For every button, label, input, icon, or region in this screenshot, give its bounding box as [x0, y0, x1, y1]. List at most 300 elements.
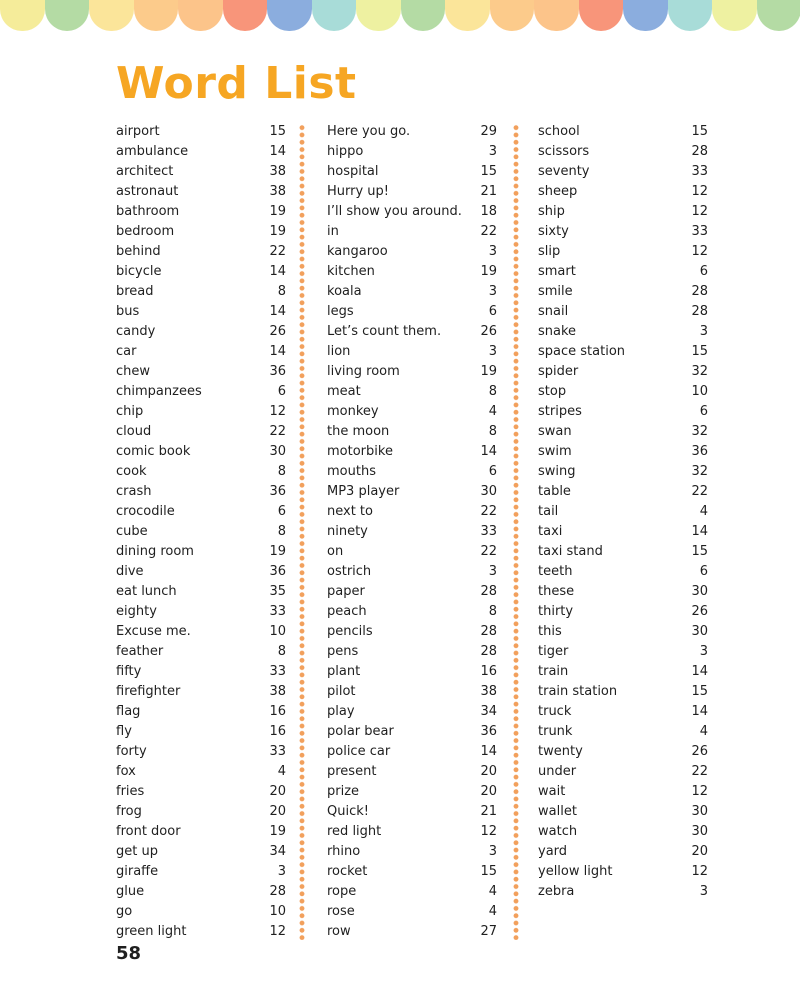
word-entry	[327, 142, 497, 162]
word-text: table	[538, 484, 571, 499]
word-text: chew	[116, 364, 151, 379]
word-entry	[538, 562, 708, 582]
page-reference: 6	[699, 564, 708, 579]
word-entry	[327, 682, 497, 702]
word-text: smile	[538, 284, 573, 299]
page-reference: 6	[488, 304, 497, 319]
word-text: firefighter	[116, 684, 181, 699]
word-text: cloud	[116, 424, 152, 439]
page-reference: 36	[269, 564, 286, 579]
word-text: ostrich	[327, 564, 372, 579]
page-reference: 4	[277, 764, 286, 779]
page-reference: 3	[488, 844, 497, 859]
word-entry	[538, 482, 708, 502]
scallop-shape	[267, 0, 312, 31]
word-entry	[327, 622, 497, 642]
word-entry	[116, 182, 286, 202]
page-reference: 19	[269, 824, 286, 839]
page-reference: 4	[488, 404, 497, 419]
word-text: cube	[116, 524, 148, 539]
word-entry	[538, 142, 708, 162]
word-entry	[327, 342, 497, 362]
page-reference: 3	[699, 324, 708, 339]
word-text: eat lunch	[116, 584, 177, 599]
word-entry	[327, 442, 497, 462]
page-reference: 3	[488, 344, 497, 359]
page-reference: 33	[691, 164, 708, 179]
word-entry	[327, 662, 497, 682]
word-text: bus	[116, 304, 140, 319]
word-entry	[538, 842, 708, 862]
page-reference: 12	[691, 244, 708, 259]
word-entry	[116, 702, 286, 722]
page-reference: 16	[269, 724, 286, 739]
word-entry	[116, 482, 286, 502]
word-text: fox	[116, 764, 136, 779]
page-reference: 6	[277, 384, 286, 399]
word-entry	[327, 262, 497, 282]
page-reference: 27	[480, 924, 497, 939]
word-entry	[538, 422, 708, 442]
page-reference: 3	[699, 644, 708, 659]
word-entry	[327, 562, 497, 582]
word-text: koala	[327, 284, 362, 299]
page-reference: 3	[277, 864, 286, 879]
page-reference: 6	[488, 464, 497, 479]
scallop-shape	[534, 0, 579, 31]
word-text: train station	[538, 684, 618, 699]
page-reference: 3	[488, 144, 497, 159]
page-reference: 26	[480, 324, 497, 339]
page-reference: 10	[269, 624, 286, 639]
page-reference: 20	[269, 804, 286, 819]
word-entry	[116, 442, 286, 462]
page-reference: 33	[269, 744, 286, 759]
word-entry	[327, 462, 497, 482]
word-entry	[538, 462, 708, 482]
word-entry	[327, 402, 497, 422]
word-text: candy	[116, 324, 156, 339]
page-reference: 14	[480, 744, 497, 759]
word-entry	[327, 502, 497, 522]
word-entry	[327, 582, 497, 602]
word-text: police car	[327, 744, 391, 759]
word-text: peach	[327, 604, 367, 619]
word-entry	[116, 642, 286, 662]
page-reference: 6	[699, 264, 708, 279]
word-text: snail	[538, 304, 569, 319]
scallop-shape	[579, 0, 624, 31]
page-reference: 26	[269, 324, 286, 339]
page-reference: 30	[480, 484, 497, 499]
page-reference: 38	[269, 164, 286, 179]
page-reference: 8	[488, 604, 497, 619]
word-text: snake	[538, 324, 577, 339]
word-entry	[327, 422, 497, 442]
word-entry	[116, 522, 286, 542]
page-reference: 3	[699, 884, 708, 899]
word-entry	[116, 602, 286, 622]
word-text: next to	[327, 504, 373, 519]
word-text: school	[538, 124, 580, 139]
word-text: airport	[116, 124, 160, 139]
scallop-shape	[0, 0, 45, 31]
word-text: swing	[538, 464, 576, 479]
word-text: rhino	[327, 844, 361, 859]
page-reference: 22	[269, 244, 286, 259]
word-text: plant	[327, 664, 361, 679]
word-entry	[116, 842, 286, 862]
word-text: Let’s count them.	[327, 324, 442, 339]
page-reference: 34	[269, 844, 286, 859]
word-entry	[538, 202, 708, 222]
word-text: fries	[116, 784, 145, 799]
word-text: wallet	[538, 804, 577, 819]
word-text: present	[327, 764, 377, 779]
page-reference: 16	[269, 704, 286, 719]
word-text: Hurry up!	[327, 184, 390, 199]
page-title: Word List	[116, 58, 357, 109]
word-text: prize	[327, 784, 360, 799]
word-text: sixty	[538, 224, 569, 239]
word-entry	[538, 222, 708, 242]
word-text: stripes	[538, 404, 582, 419]
page-reference: 38	[269, 684, 286, 699]
page-reference: 38	[480, 684, 497, 699]
word-text: play	[327, 704, 355, 719]
word-text: hospital	[327, 164, 379, 179]
word-entry	[538, 742, 708, 762]
word-text: comic book	[116, 444, 191, 459]
word-entry	[116, 682, 286, 702]
word-text: fifty	[116, 664, 142, 679]
page-reference: 30	[691, 824, 708, 839]
word-text: cook	[116, 464, 147, 479]
word-text: watch	[538, 824, 578, 839]
word-text: thirty	[538, 604, 574, 619]
word-entry	[327, 922, 497, 942]
word-entry	[116, 922, 286, 942]
page-reference: 22	[691, 484, 708, 499]
word-entry	[327, 222, 497, 242]
page-reference: 33	[269, 604, 286, 619]
page-reference: 16	[480, 664, 497, 679]
word-text: giraffe	[116, 864, 159, 879]
word-entry	[327, 382, 497, 402]
word-entry	[538, 882, 708, 902]
page-reference: 26	[691, 604, 708, 619]
word-text: the moon	[327, 424, 390, 439]
word-entry	[538, 602, 708, 622]
word-text: green light	[116, 924, 187, 939]
word-entry	[538, 782, 708, 802]
word-entry	[116, 362, 286, 382]
page-reference: 15	[269, 124, 286, 139]
page-reference: 8	[277, 644, 286, 659]
scallop-shape	[712, 0, 757, 31]
page-reference: 14	[269, 304, 286, 319]
page-reference: 15	[691, 124, 708, 139]
page-reference: 14	[691, 664, 708, 679]
page-reference: 19	[269, 544, 286, 559]
page-reference: 21	[480, 804, 497, 819]
page-reference: 20	[480, 784, 497, 799]
word-entry	[327, 542, 497, 562]
page-reference: 8	[277, 284, 286, 299]
word-entry	[538, 182, 708, 202]
dotted-divider-2	[513, 124, 519, 940]
page-reference: 22	[269, 424, 286, 439]
word-text: pilot	[327, 684, 356, 699]
word-entry	[327, 122, 497, 142]
word-text: chip	[116, 404, 144, 419]
word-text: flag	[116, 704, 141, 719]
page-reference: 14	[480, 444, 497, 459]
word-column-1	[116, 122, 286, 942]
word-entry	[116, 782, 286, 802]
word-entry	[116, 342, 286, 362]
word-entry	[116, 142, 286, 162]
word-text: front door	[116, 824, 181, 839]
page-reference: 14	[691, 524, 708, 539]
word-text: yard	[538, 844, 568, 859]
scallop-shape	[668, 0, 713, 31]
word-text: behind	[116, 244, 161, 259]
word-text: crocodile	[116, 504, 175, 519]
word-text: car	[116, 344, 137, 359]
word-text: ship	[538, 204, 565, 219]
word-text: row	[327, 924, 351, 939]
page-reference: 28	[269, 884, 286, 899]
page-reference: 36	[269, 364, 286, 379]
page-reference: 30	[691, 584, 708, 599]
word-text: get up	[116, 844, 158, 859]
word-text: Here you go.	[327, 124, 411, 139]
page-number: 58	[116, 943, 142, 964]
word-entry	[327, 742, 497, 762]
word-text: taxi stand	[538, 544, 603, 559]
word-entry	[327, 182, 497, 202]
page-reference: 32	[691, 464, 708, 479]
word-entry	[327, 842, 497, 862]
word-entry	[327, 242, 497, 262]
word-entry	[538, 642, 708, 662]
page-reference: 8	[488, 424, 497, 439]
page-reference: 21	[480, 184, 497, 199]
page-reference: 28	[691, 284, 708, 299]
word-entry	[538, 622, 708, 642]
word-entry	[538, 722, 708, 742]
word-text: astronaut	[116, 184, 179, 199]
page-reference: 10	[691, 384, 708, 399]
word-entry	[116, 882, 286, 902]
word-text: train	[538, 664, 569, 679]
word-entry	[116, 862, 286, 882]
page-reference: 28	[691, 304, 708, 319]
word-text: I’ll show you around.	[327, 204, 462, 219]
word-entry	[538, 822, 708, 842]
word-text: legs	[327, 304, 354, 319]
word-entry	[538, 862, 708, 882]
word-text: meat	[327, 384, 361, 399]
page-reference: 20	[269, 784, 286, 799]
word-entry	[538, 302, 708, 322]
word-entry	[538, 542, 708, 562]
word-entry	[116, 822, 286, 842]
word-entry	[538, 242, 708, 262]
word-text: architect	[116, 164, 174, 179]
page-reference: 15	[691, 344, 708, 359]
word-entry	[116, 322, 286, 342]
word-text: crash	[116, 484, 152, 499]
word-entry	[327, 162, 497, 182]
word-entry	[538, 342, 708, 362]
page-reference: 34	[480, 704, 497, 719]
page-reference: 8	[488, 384, 497, 399]
page-reference: 12	[269, 924, 286, 939]
page-reference: 33	[480, 524, 497, 539]
word-entry	[116, 262, 286, 282]
word-entry	[116, 402, 286, 422]
word-text: zebra	[538, 884, 575, 899]
word-entry	[116, 802, 286, 822]
page-reference: 30	[691, 804, 708, 819]
page-reference: 12	[480, 824, 497, 839]
word-text: go	[116, 904, 133, 919]
word-text: rose	[327, 904, 355, 919]
page-reference: 12	[691, 864, 708, 879]
word-entry	[116, 122, 286, 142]
page-reference: 28	[691, 144, 708, 159]
word-text: stop	[538, 384, 567, 399]
page-reference: 22	[480, 504, 497, 519]
word-entry	[116, 582, 286, 602]
word-text: pens	[327, 644, 359, 659]
word-text: rope	[327, 884, 357, 899]
page-reference: 12	[691, 784, 708, 799]
page-reference: 33	[691, 224, 708, 239]
scallop-shape	[757, 0, 800, 31]
word-text: forty	[116, 744, 147, 759]
page-reference: 30	[691, 624, 708, 639]
scallop-shape	[312, 0, 357, 31]
word-entry	[116, 662, 286, 682]
word-text: bathroom	[116, 204, 180, 219]
word-text: fly	[116, 724, 132, 739]
word-entry	[116, 762, 286, 782]
page-reference: 28	[480, 624, 497, 639]
word-text: slip	[538, 244, 561, 259]
word-text: bedroom	[116, 224, 175, 239]
word-entry	[327, 602, 497, 622]
page-reference: 32	[691, 424, 708, 439]
word-text: bread	[116, 284, 154, 299]
word-entry	[327, 882, 497, 902]
page-reference: 6	[277, 504, 286, 519]
word-text: living room	[327, 364, 400, 379]
word-entry	[116, 162, 286, 182]
word-text: paper	[327, 584, 365, 599]
page-reference: 22	[691, 764, 708, 779]
word-text: chimpanzees	[116, 384, 202, 399]
word-text: scissors	[538, 144, 590, 159]
word-entry	[116, 382, 286, 402]
word-text: truck	[538, 704, 572, 719]
word-entry	[116, 562, 286, 582]
page-reference: 29	[480, 124, 497, 139]
word-text: seventy	[538, 164, 590, 179]
page-reference: 15	[480, 164, 497, 179]
page-reference: 14	[269, 144, 286, 159]
page-reference: 36	[480, 724, 497, 739]
page-reference: 36	[691, 444, 708, 459]
word-entry	[538, 282, 708, 302]
scallop-shape	[356, 0, 401, 31]
word-entry	[327, 782, 497, 802]
page-reference: 10	[269, 904, 286, 919]
word-text: trunk	[538, 724, 573, 739]
page-reference: 4	[488, 884, 497, 899]
word-entry	[327, 722, 497, 742]
word-entry	[538, 122, 708, 142]
scallop-shape	[490, 0, 535, 31]
word-text: in	[327, 224, 339, 239]
word-entry	[116, 282, 286, 302]
scallop-shape	[445, 0, 490, 31]
word-text: monkey	[327, 404, 379, 419]
page-reference: 26	[691, 744, 708, 759]
word-entry	[327, 702, 497, 722]
word-entry	[538, 802, 708, 822]
page-reference: 3	[488, 564, 497, 579]
page-reference: 20	[691, 844, 708, 859]
word-entry	[538, 702, 708, 722]
page-reference: 4	[699, 724, 708, 739]
word-text: on	[327, 544, 344, 559]
word-text: Excuse me.	[116, 624, 191, 639]
scallop-shape	[401, 0, 446, 31]
word-entry	[538, 442, 708, 462]
word-text: sheep	[538, 184, 578, 199]
word-entry	[327, 762, 497, 782]
word-entry	[116, 202, 286, 222]
word-entry	[116, 222, 286, 242]
page-reference: 19	[480, 264, 497, 279]
word-text: eighty	[116, 604, 157, 619]
word-entry	[116, 302, 286, 322]
word-text: teeth	[538, 564, 573, 579]
word-text: spider	[538, 364, 579, 379]
word-text: bicycle	[116, 264, 162, 279]
word-text: taxi	[538, 524, 563, 539]
word-entry	[116, 242, 286, 262]
word-text: ambulance	[116, 144, 189, 159]
page-reference: 30	[269, 444, 286, 459]
page-reference: 35	[269, 584, 286, 599]
word-entry	[327, 902, 497, 922]
word-text: this	[538, 624, 562, 639]
word-text: pencils	[327, 624, 373, 639]
page-reference: 20	[480, 764, 497, 779]
word-entry	[116, 542, 286, 562]
word-text: ninety	[327, 524, 368, 539]
word-column-3	[538, 122, 708, 902]
word-entry	[116, 422, 286, 442]
page-reference: 33	[269, 664, 286, 679]
page-reference: 14	[269, 264, 286, 279]
page-reference: 15	[691, 684, 708, 699]
word-text: red light	[327, 824, 382, 839]
